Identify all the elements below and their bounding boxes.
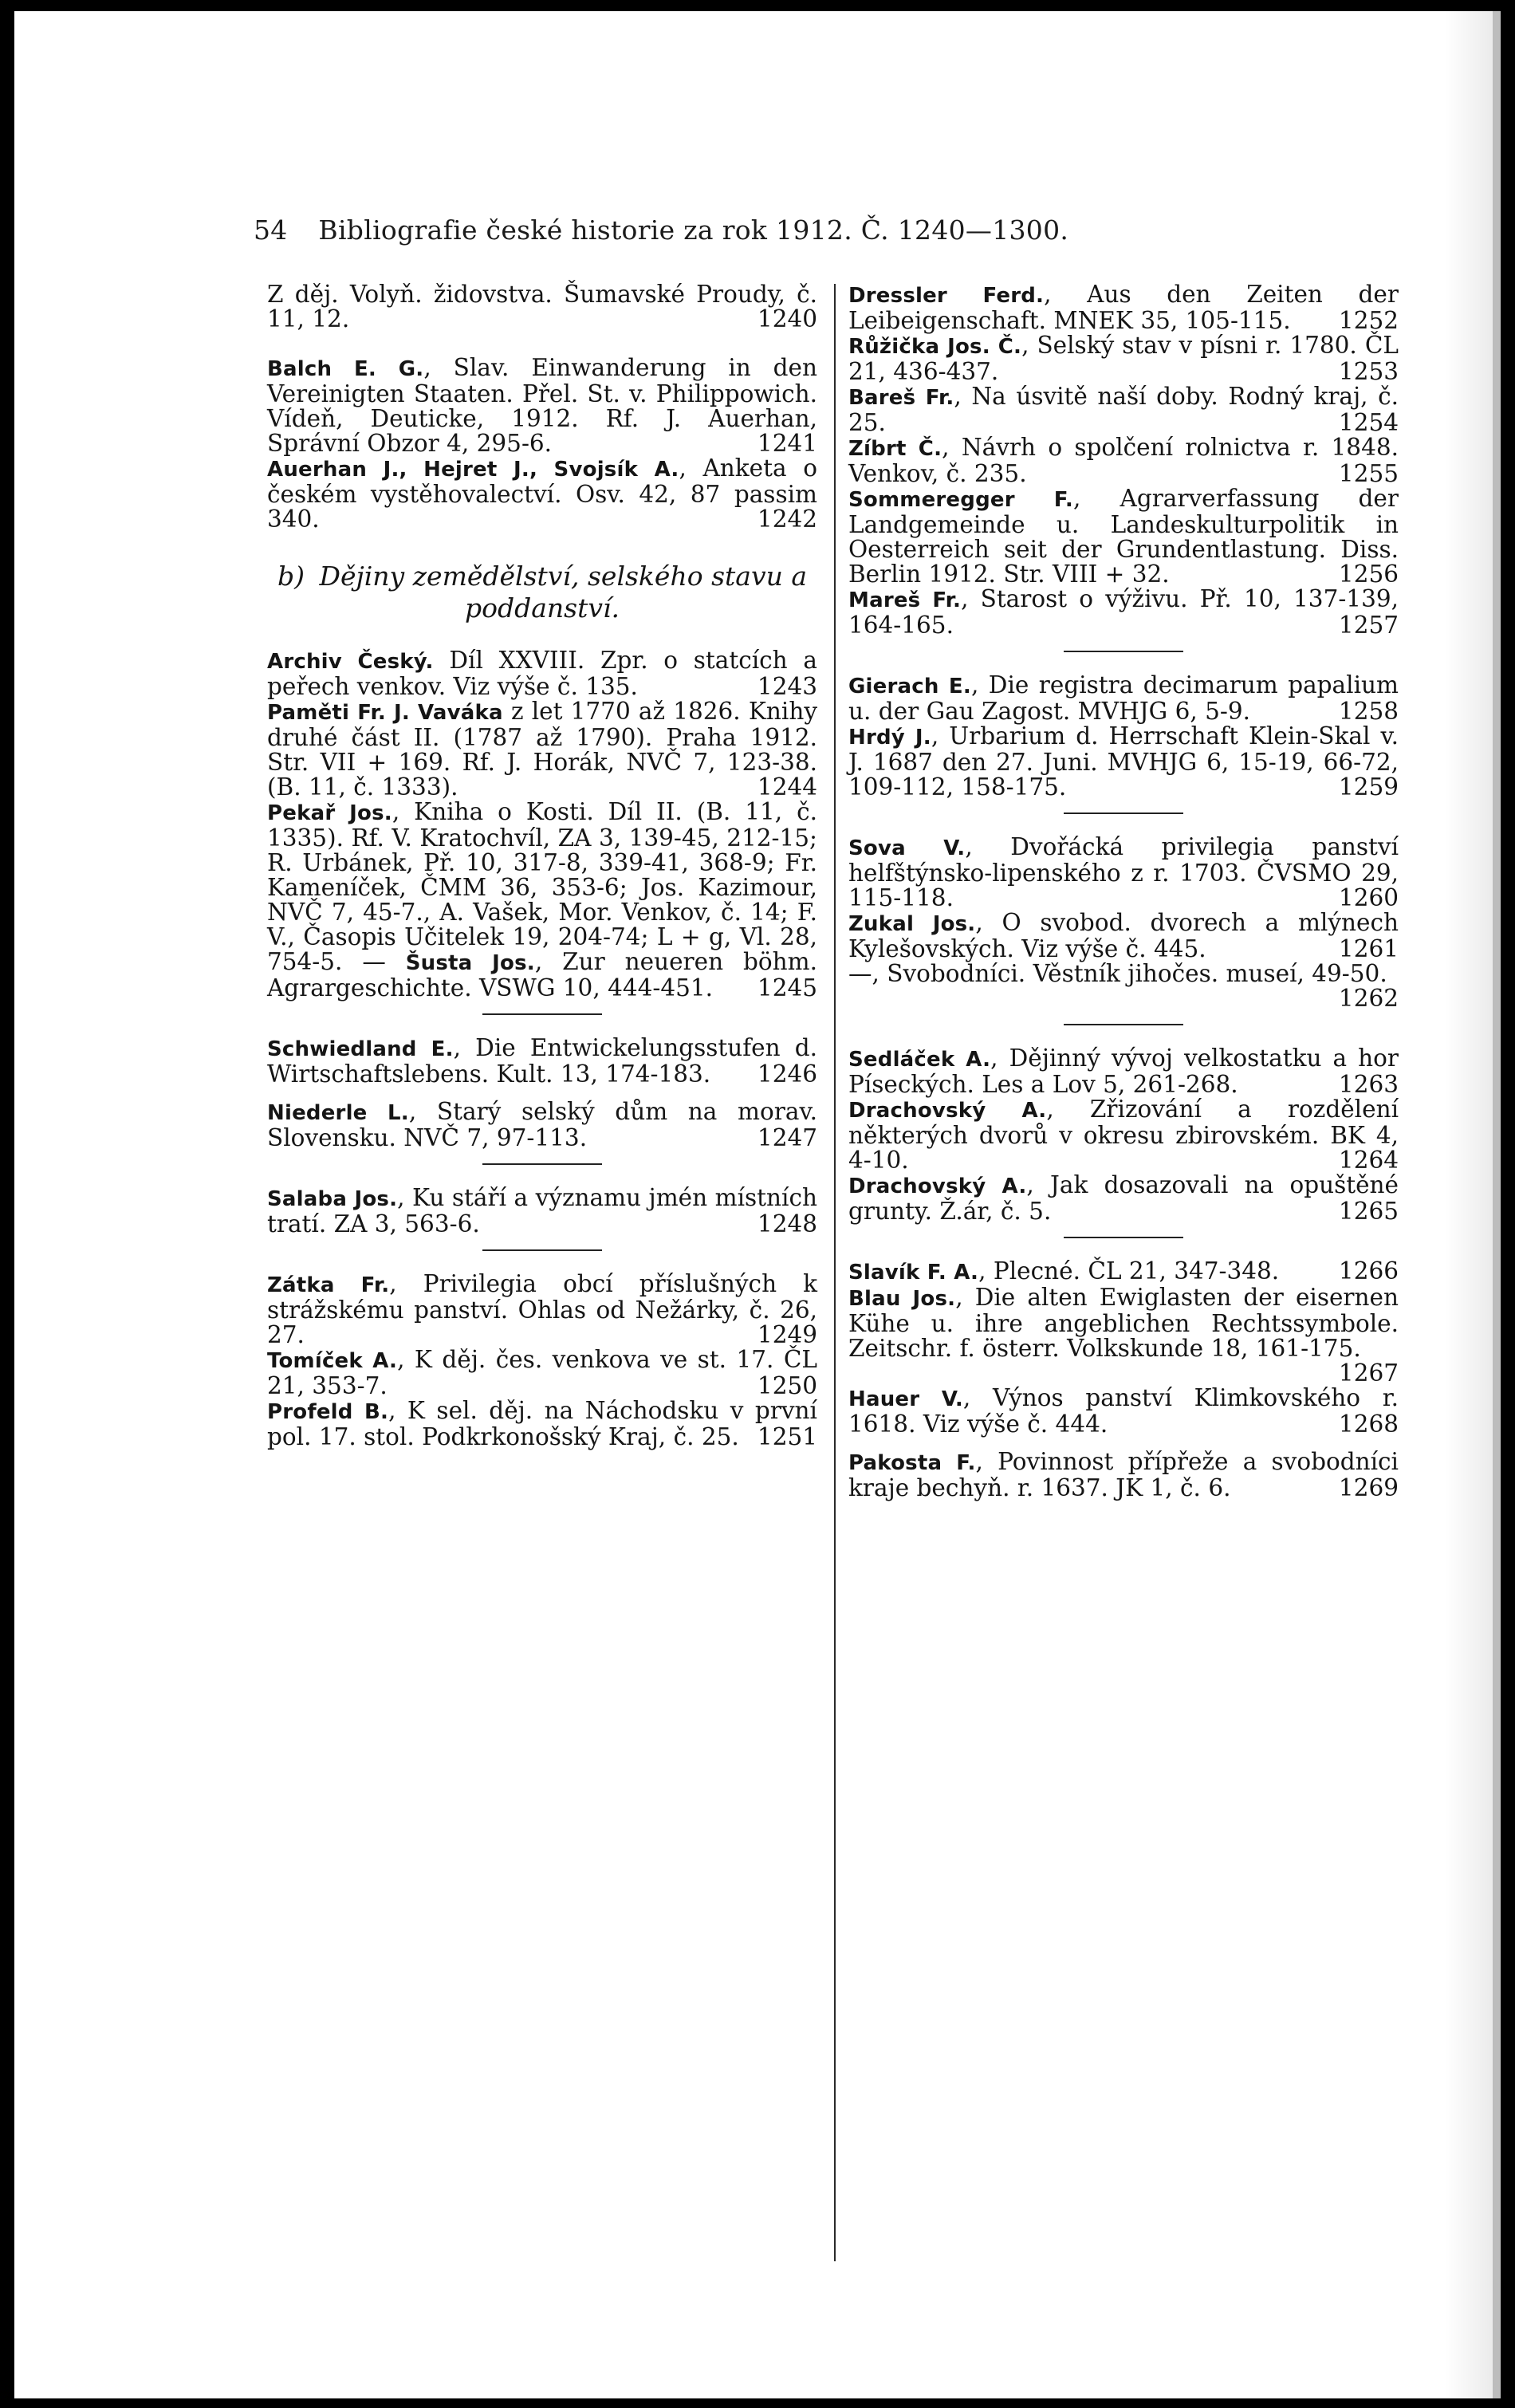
entry-1244: [267, 699, 817, 800]
entry-text: , O svobod. dvorech a mlýnech Kylešovských. Viz výše č. 445.: [848, 909, 1399, 962]
entry-number: 1267: [1338, 1359, 1399, 1387]
entry-number: 1264: [1338, 1147, 1399, 1174]
entry-number: 1261: [1338, 935, 1399, 962]
entry-text: , Návrh o spolčení rolnictva r. 1848. Venkov, č. 235.: [848, 434, 1399, 487]
section-divider: [482, 1249, 602, 1251]
author-name: Dressler Ferd.: [848, 284, 1045, 308]
section-divider: [1064, 1237, 1183, 1238]
entry-number: 1259: [1338, 773, 1399, 801]
entry-number: 1253: [1338, 358, 1399, 385]
author-name: Pekař Jos.: [267, 801, 392, 825]
entry-text: , Die registra decimarum papalium u. der Gau Zagost. MVHJG 6, 5-9.: [848, 671, 1399, 725]
author-name: Růžička Jos. Č.: [848, 335, 1022, 359]
author-name: Profeld B.: [267, 1400, 389, 1424]
entry-number: 1251: [757, 1423, 817, 1450]
entry-1269: [848, 1450, 1399, 1501]
section-divider: [1064, 651, 1183, 652]
entry-text: , Anketa o českém vystěhovalectví. Osv. 42, 87 passim 340.: [267, 454, 817, 533]
author-name: Drachovský A.: [848, 1174, 1027, 1198]
entry-1245: [267, 800, 817, 1001]
author-name: Bareš Fr.: [848, 386, 954, 410]
entry-1256: [848, 486, 1399, 587]
entry-1260: [848, 835, 1399, 911]
entry-1249: [267, 1272, 817, 1348]
author-name: Auerhan J., Hejret J., Svojsík A.: [267, 458, 679, 482]
author-name: Sedláček A.: [848, 1048, 991, 1072]
entry-number: 1254: [1338, 409, 1399, 436]
entry-1266: [848, 1259, 1399, 1285]
author-name: Hrdý J.: [848, 726, 931, 750]
entry-text: , Výnos panství Klimkovského r. 1618. Viz výše č. 444.: [848, 1384, 1399, 1438]
entry-text: , Povinnost přípřeže a svobodníci kraje bechyň. r. 1637. JK 1, č. 6.: [848, 1448, 1399, 1501]
entry-text: , Aus den Zeiten der Leibeigenschaft. MNEK 35, 105-115.: [848, 281, 1399, 334]
book-page: [14, 11, 1501, 2398]
entry-number: 1249: [757, 1321, 817, 1348]
entry-1243: [267, 648, 817, 699]
entry-number: 1244: [757, 773, 817, 801]
author-name: Pakosta F.: [848, 1451, 976, 1475]
entry-text: , K děj. čes. venkova ve st. 17. ČL 21, 353-7.: [267, 1346, 817, 1399]
author-name: Paměti Fr. J. Vaváka: [267, 701, 503, 725]
author-name: Sommeregger F.: [848, 488, 1073, 512]
section-heading: [267, 561, 817, 624]
entry-number: 1243: [757, 673, 817, 700]
entry-1240: [267, 282, 817, 332]
author-name: Tomíček A.: [267, 1349, 398, 1373]
entry-text: , Zřizování a rozdělení některých dvorů v okresu zbirovském. BK 4, 4-10.: [848, 1096, 1399, 1174]
author-name: Niederle L.: [267, 1101, 409, 1125]
author-name: Zátka Fr.: [267, 1273, 390, 1297]
entry-number: 1255: [1338, 460, 1399, 487]
section-letter: b): [277, 561, 305, 592]
author-name: Drachovský A.: [848, 1099, 1047, 1123]
entry-1264: [848, 1097, 1399, 1173]
entry-1267: [848, 1285, 1399, 1386]
entry-1254: [848, 384, 1399, 435]
entry-text: , Plecné. ČL 21, 347-348.: [978, 1257, 1280, 1285]
entry-1247: [267, 1100, 817, 1151]
entry-1259: [848, 724, 1399, 800]
entry-1268: [848, 1386, 1399, 1437]
entry-1250: [267, 1348, 817, 1399]
right-column: [829, 282, 1399, 1501]
left-column: [267, 282, 817, 1450]
entry-text: , Na úsvitě naší doby. Rodný kraj, č. 25.: [848, 383, 1399, 436]
entry-text: , Kniha o Kosti. Díl II. (B. 11, č. 1335). Rf. V. Kratochvíl, ZA 3, 139-45, 212-15; R. Urbánek, Př. 10, 317-8, 339-41, 368-9; Fr. Kameníček, ČMM 36, 353-6; Jos. Kazimour, NVČ 7, 45-7., A. Vašek, Mor. Venkov, č. 14; F. V., Časopis Učitelek 19, 204-74; L + g, Vl. 28, 754-5. —: [267, 798, 817, 975]
author-name: Schwiedland E.: [267, 1037, 454, 1061]
entry-1248: [267, 1186, 817, 1237]
entry-1251: [267, 1399, 817, 1450]
entry-text: , Starý selský dům na morav. Slovensku. NVČ 7, 97-113.: [267, 1098, 817, 1151]
entry-1241: [267, 356, 817, 456]
entry-text: , K sel. děj. na Náchodsku v první pol. 17. stol. Podkrkonošský Kraj, č. 25.: [267, 1397, 817, 1450]
entry-text: , Slav. Einwanderung in den Vereinigten Staaten. Přel. St. v. Philippowich. Vídeň, Deuticke, 1912. Rf. J. Auerhan, Správní Obzor 4, 295-6.: [267, 354, 818, 457]
entry-1263: [848, 1046, 1399, 1097]
running-title: Bibliografie české historie za rok 1912. Č. 1240—1300.: [318, 214, 1069, 246]
entry-number: 1265: [1338, 1198, 1399, 1225]
entry-number: 1256: [1338, 561, 1399, 588]
entry-text: , Urbarium d. Herrschaft Klein-Skal v. J. 1687 den 27. Juni. MVHJG 6, 15-19, 66-72, 109-112, 158-175.: [848, 722, 1399, 801]
entry-text: , Dějinný vývoj velkostatku a hor Píseckých. Les a Lov 5, 261-268.: [848, 1045, 1399, 1098]
entry-1265: [848, 1173, 1399, 1224]
entry-number: 1250: [757, 1372, 817, 1399]
author-name: Blau Jos.: [848, 1287, 956, 1311]
entry-1246: [267, 1036, 817, 1087]
entry-text: , Dvořácká privilegia panství helfštýnsko-lipenského z r. 1703. ČVSMO 29, 115-118.: [848, 833, 1399, 911]
entry-text: , Starost o výživu. Př. 10, 137-139, 164-165.: [848, 585, 1399, 639]
entry-text: —, Svobodníci. Věstník jihočes. museí, 49-50.: [848, 960, 1387, 987]
entry-number: 1247: [757, 1124, 817, 1151]
entry-1242: [267, 456, 817, 532]
scan-edge-shadow: [1445, 11, 1493, 2398]
section-title: Dějiny zemědělství, selského stavu a poddanství.: [319, 561, 807, 624]
entry-text: , Ku stáří a významu jmén místních tratí. ZA 3, 563-6.: [267, 1184, 817, 1237]
entry-1253: [848, 333, 1399, 384]
author-name: Salaba Jos.: [267, 1187, 398, 1211]
entry-number: 1248: [757, 1210, 817, 1237]
entry-text: , Privilegia obcí příslušných k strážskému panství. Ohlas od Nežárky, č. 26, 27.: [267, 1270, 818, 1348]
entry-1257: [848, 587, 1399, 638]
author-name: Zukal Jos.: [848, 912, 976, 936]
entry-number: 1241: [757, 430, 817, 457]
entry-number: 1268: [1338, 1411, 1399, 1438]
entry-text: , Die Entwickelungsstufen d. Wirtschaftslebens. Kult. 13, 174-183.: [267, 1034, 817, 1088]
entry-1258: [848, 673, 1399, 724]
entry-number: 1263: [1338, 1071, 1399, 1098]
entry-text: Z děj. Volyň. židovstva. Šumavské Proudy, č. 11, 12.: [267, 281, 817, 332]
author-name: Balch E. G.: [267, 357, 424, 381]
author-name: Slavík F. A.: [848, 1261, 979, 1285]
author-name: Archiv Český.: [267, 650, 434, 674]
entry-number: 1269: [1338, 1474, 1399, 1501]
entry-number: 1245: [757, 974, 817, 1001]
entry-number: 1240: [757, 305, 817, 332]
entry-text: , Jak dosazovali na opuštěné grunty. Ž.ár, č. 5.: [848, 1171, 1399, 1225]
entry-number: 1262: [1338, 985, 1399, 1012]
author-name: Mareš Fr.: [848, 588, 962, 612]
page-number: 54: [254, 214, 288, 246]
entry-text-2: , Zur neueren böhm. Agrargeschichte. VSWG 10, 444-451.: [267, 948, 818, 1001]
entry-1255: [848, 435, 1399, 486]
entry-number: 1258: [1338, 698, 1399, 725]
author-name: Sova V.: [848, 836, 966, 860]
entry-text: , Agrarverfassung der Landgemeinde u. Landeskulturpolitik in Oesterreich seit der Grundentlastung. Diss. Berlin 1912. Str. VIII + 32.: [848, 485, 1399, 588]
entry-text: , Selský stav v písni r. 1780. ČL 21, 436-437.: [848, 332, 1399, 385]
section-divider: [482, 1163, 602, 1165]
entry-text: z let 1770 až 1826. Knihy druhé část II. (1787 až 1790). Praha 1912. Str. VII + 169. Rf. J. Horák, NVČ 7, 123-38. (B. 11, č. 1333).: [267, 698, 817, 801]
author-name: Zíbrt Č.: [848, 437, 942, 461]
entry-number: 1252: [1338, 307, 1399, 334]
section-divider: [1064, 1024, 1183, 1025]
author-name: Hauer V.: [848, 1387, 963, 1411]
entry-1261: [848, 911, 1399, 962]
entry-number: 1266: [1338, 1257, 1399, 1285]
section-divider: [1064, 813, 1183, 814]
entry-number: 1260: [1338, 884, 1399, 911]
section-divider: [482, 1013, 602, 1015]
entry-text: , Die alten Ewiglasten der eisernen Kühe u. ihre angeblichen Rechtssymbole. Zeitschr. f. österr. Volkskunde 18, 161-175.: [848, 1284, 1399, 1362]
entry-number: 1242: [757, 506, 817, 533]
entry-1262: [848, 962, 1399, 1011]
entry-text: Díl XXVIII. Zpr. o statcích a peřech venkov. Viz výše č. 135.: [267, 647, 817, 700]
entry-1252: [848, 282, 1399, 333]
author-name: Gierach E.: [848, 675, 971, 698]
author-name-2: Šusta Jos.: [405, 951, 535, 975]
entry-number: 1246: [757, 1060, 817, 1088]
running-header: [254, 214, 1370, 246]
entry-number: 1257: [1338, 612, 1399, 639]
